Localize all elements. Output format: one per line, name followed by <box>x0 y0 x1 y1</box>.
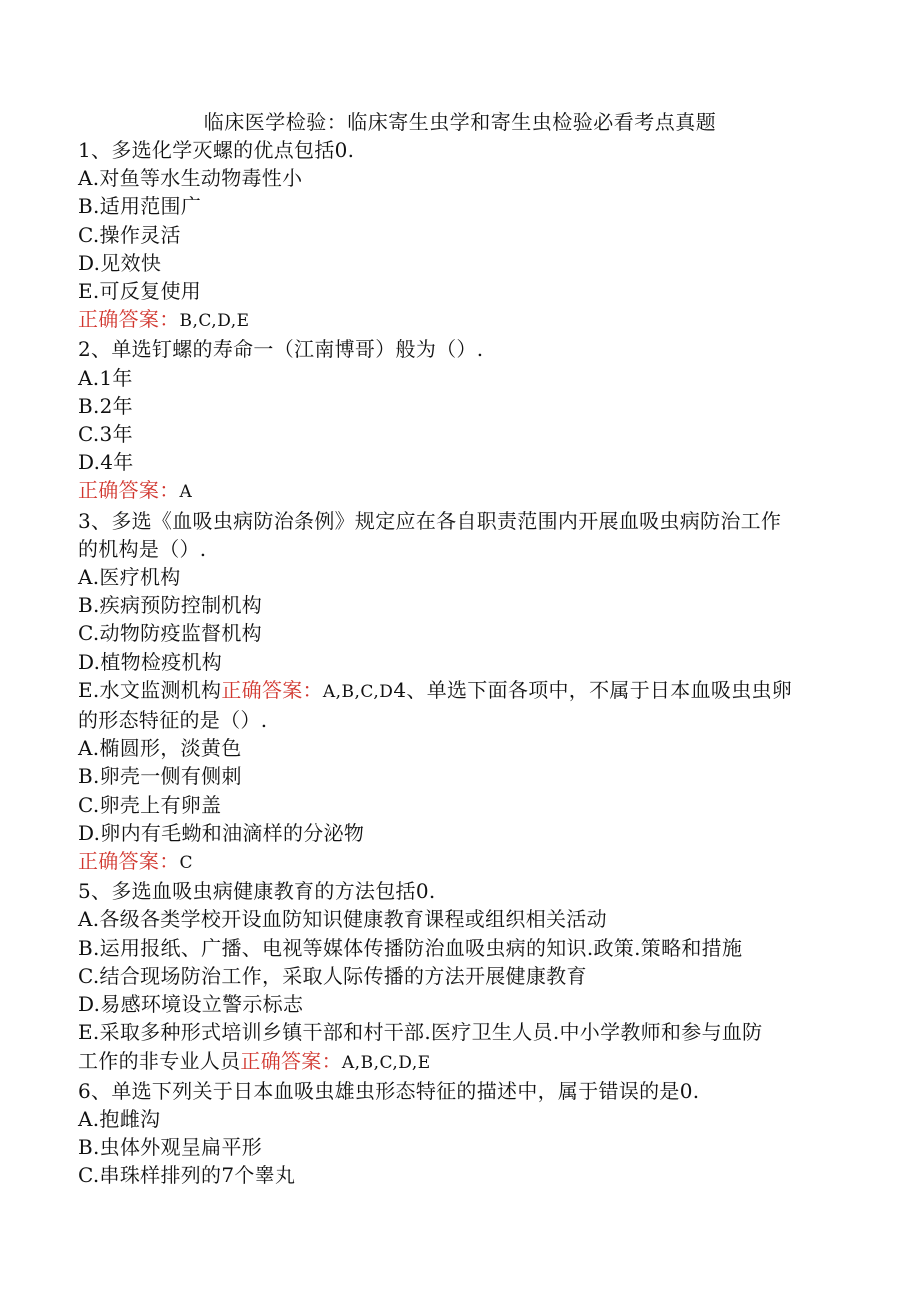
question-2-answer <box>78 476 838 506</box>
answer-value: A,B,C,D <box>322 681 394 702</box>
question-3-option-b: B.疾病预防控制机构 <box>78 593 263 618</box>
answer-label: 正确答案： <box>78 478 180 503</box>
question-3-option-c: C.动物防疫监督机构 <box>78 621 262 646</box>
question-5-option-e-line-1: E.采取多种形式培训乡镇干部和村干部.医疗卫生人员.中小学教师和参与血防 <box>78 1020 763 1045</box>
question-2-option-a: A.1年 <box>78 365 133 390</box>
question-4-stem-continuation: 的形态特征的是（）. <box>78 708 268 733</box>
question-3-option-e: E.水文监测机构 <box>78 677 222 702</box>
question-6-stem: 6、单选下列关于日本血吸虫雄虫形态特征的描述中，属于错误的是0. <box>78 1078 700 1103</box>
question-1-option-e: E.可反复使用 <box>78 279 202 304</box>
answer-value: A <box>179 482 193 503</box>
question-1-option-b: B.适用范围广 <box>78 194 202 219</box>
question-2-stem: 2、单选钉螺的寿命一（江南博哥）般为（）. <box>78 337 484 362</box>
question-3-option-e-with-answer <box>78 676 838 706</box>
question-3-option-a: A.医疗机构 <box>78 565 181 590</box>
question-5-option-d: D.易感环境设立警示标志 <box>78 992 304 1017</box>
question-5-option-e-line-2: 工作的非专业人员 <box>78 1048 241 1073</box>
question-2-option-c: C.3年 <box>78 422 133 447</box>
question-1-option-c: C.操作灵活 <box>78 222 181 247</box>
question-5-option-e-line-2-with-answer <box>78 1047 838 1077</box>
document-title: 临床医学检验：临床寄生虫学和寄生虫检验必看考点真题 <box>203 110 717 134</box>
document-body <box>78 136 838 1190</box>
question-1-option-d: D.见效快 <box>78 250 162 275</box>
question-1-option-a: A.对鱼等水生动物毒性小 <box>78 166 303 191</box>
answer-label: 正确答案： <box>78 849 180 874</box>
question-3-stem-line-1: 3、多选《血吸虫病防治条例》规定应在各自职责范围内开展血吸虫病防治工作 <box>78 508 782 533</box>
answer-label: 正确答案： <box>78 307 180 332</box>
answer-value: A,B,C,D,E <box>341 1052 431 1073</box>
question-1-answer <box>78 305 838 335</box>
question-4-stem-start: 4、单选下面各项中，不属于日本血吸虫虫卵 <box>393 677 793 702</box>
question-4-answer <box>78 847 838 877</box>
question-4-option-d: D.卵内有毛蚴和油滴样的分泌物 <box>78 820 365 845</box>
question-2-option-b: B.2年 <box>78 393 133 418</box>
question-5-option-c: C.结合现场防治工作，采取人际传播的方法开展健康教育 <box>78 963 587 988</box>
question-1-stem: 1、多选化学灭螺的优点包括0. <box>78 138 355 162</box>
answer-value: B,C,D,E <box>179 311 250 332</box>
question-5-option-a: A.各级各类学校开设血防知识健康教育课程或组织相关活动 <box>78 907 607 932</box>
question-6-option-c: C.串珠样排列的7个睾丸 <box>78 1163 296 1188</box>
question-3-option-d: D.植物检疫机构 <box>78 649 223 674</box>
question-3-stem-line-2: 的机构是（）. <box>78 536 207 561</box>
question-5-option-b: B.运用报纸、广播、电视等媒体传播防治血吸虫病的知识.政策.策略和措施 <box>78 935 743 960</box>
question-6-option-b: B.虫体外观呈扁平形 <box>78 1135 263 1160</box>
answer-value: C <box>179 853 194 874</box>
question-5-stem: 5、多选血吸虫病健康教育的方法包括0. <box>78 879 436 904</box>
question-4-option-c: C.卵壳上有卵盖 <box>78 792 222 817</box>
answer-label: 正确答案： <box>240 1048 342 1073</box>
question-6-option-a: A.抱雌沟 <box>78 1106 161 1131</box>
answer-label: 正确答案： <box>221 677 323 702</box>
question-4-option-b: B.卵壳一侧有侧刺 <box>78 764 242 789</box>
question-2-option-d: D.4年 <box>78 450 134 475</box>
question-4-option-a: A.椭圆形，淡黄色 <box>78 736 242 761</box>
